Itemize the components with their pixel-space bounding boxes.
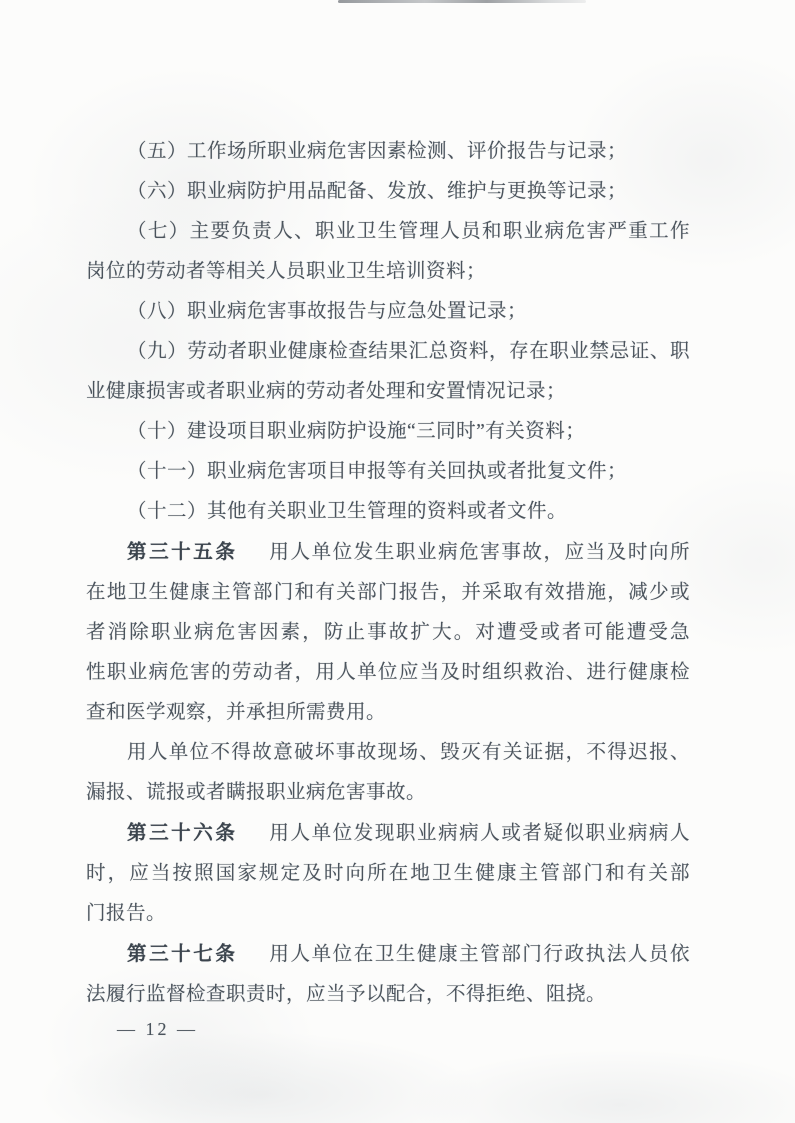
line-text: 者消除职业病危害因素，防止事故扩大。对遭受或者可能遭受急 <box>86 622 690 643</box>
text-line <box>86 372 690 412</box>
text-line <box>86 813 690 854</box>
text-line <box>86 212 690 252</box>
text-line <box>86 653 690 693</box>
text-line <box>86 854 690 894</box>
line-text: （十）建设项目职业病防护设施“三同时”有关资料； <box>127 421 586 442</box>
text-line <box>86 172 690 212</box>
article-number: 第三十六条 <box>127 822 238 844</box>
text-line <box>86 934 690 975</box>
line-text: 用人单位发生职业病危害事故，应当及时向所 <box>269 542 690 563</box>
line-text: 门报告。 <box>86 903 167 924</box>
document-body <box>86 132 690 1015</box>
line-text: 业健康损害或者职业病的劳动者处理和安置情况记录； <box>86 381 567 402</box>
line-text: 法履行监督检查职责时，应当予以配合，不得拒绝、阻挠。 <box>86 984 607 1005</box>
page-number: — 12 — <box>117 1019 198 1039</box>
text-line <box>86 532 690 573</box>
text-line <box>86 252 690 292</box>
text-line <box>86 492 690 532</box>
text-line <box>86 292 690 332</box>
line-text: （六）职业病防护用品配备、发放、维护与更换等记录； <box>127 181 628 202</box>
scan-artifact-line <box>338 0 586 3</box>
text-line <box>86 412 690 452</box>
line-text: （五）工作场所职业病危害因素检测、评价报告与记录； <box>127 141 628 162</box>
line-text: （七）主要负责人、职业卫生管理人员和职业病危害严重工作 <box>127 221 690 242</box>
text-line <box>86 132 690 172</box>
line-text: 岗位的劳动者等相关人员职业卫生培训资料； <box>86 261 487 282</box>
text-line <box>86 773 690 813</box>
text-line <box>86 452 690 492</box>
line-text: 用人单位不得故意破坏事故现场、毁灭有关证据，不得迟报、 <box>127 742 690 763</box>
line-text: 在地卫生健康主管部门和有关部门报告，并采取有效措施，减少或 <box>86 582 690 603</box>
line-text: （九）劳动者职业健康检查结果汇总资料，存在职业禁忌证、职 <box>127 341 690 362</box>
line-text: （十一）职业病危害项目申报等有关回执或者批复文件； <box>127 461 628 482</box>
line-text: 性职业病危害的劳动者，用人单位应当及时组织救治、进行健康检 <box>86 662 690 683</box>
text-line <box>86 332 690 372</box>
text-line <box>86 693 690 733</box>
line-text: （八）职业病危害事故报告与应急处置记录； <box>127 301 528 322</box>
text-line <box>86 573 690 613</box>
line-text: 查和医学观察，并承担所需费用。 <box>86 702 387 723</box>
line-text: 用人单位发现职业病病人或者疑似职业病病人 <box>269 823 690 844</box>
line-text: （十二）其他有关职业卫生管理的资料或者文件。 <box>127 501 568 522</box>
text-line <box>86 733 690 773</box>
line-text: 时，应当按照国家规定及时向所在地卫生健康主管部门和有关部 <box>86 863 690 884</box>
article-number: 第三十五条 <box>127 541 238 563</box>
article-number: 第三十七条 <box>127 943 238 965</box>
line-text: 用人单位在卫生健康主管部门行政执法人员依 <box>269 944 690 965</box>
line-text: 漏报、谎报或者瞒报职业病危害事故。 <box>86 782 427 803</box>
text-line <box>86 894 690 934</box>
text-line <box>86 613 690 653</box>
text-line <box>86 975 690 1015</box>
